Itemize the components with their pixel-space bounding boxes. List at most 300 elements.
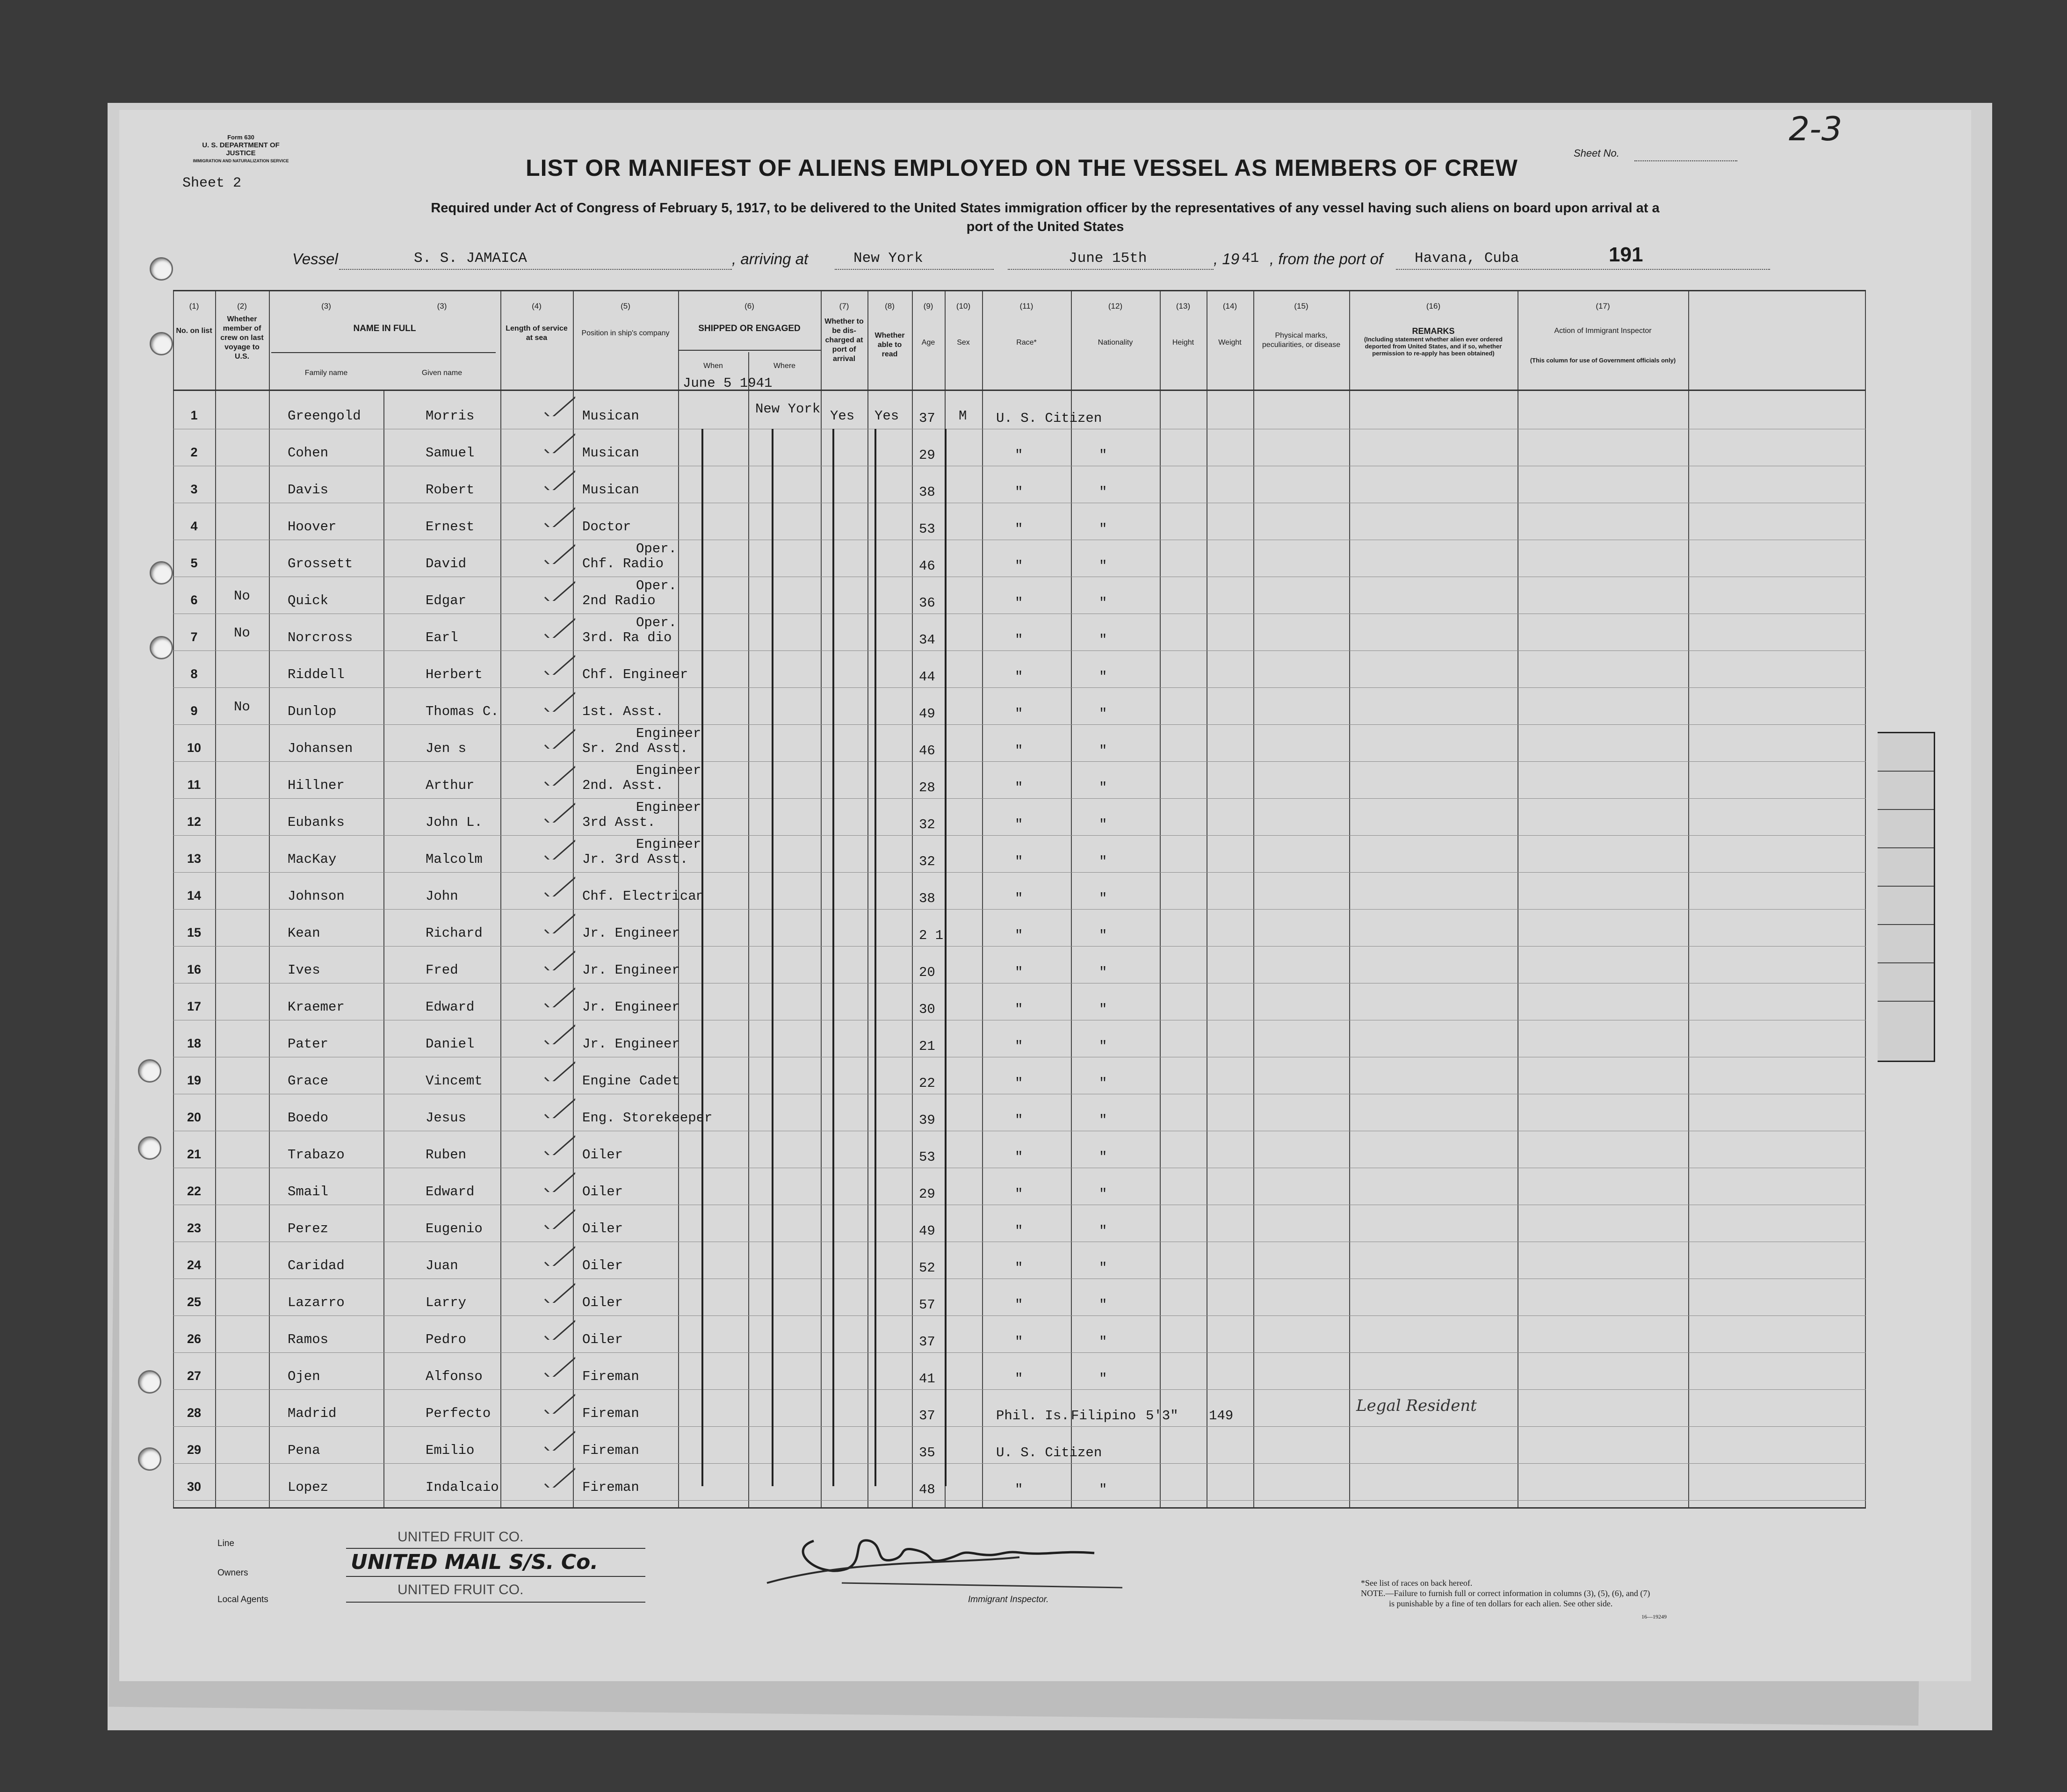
agents-rule — [346, 1602, 645, 1603]
col-border — [1349, 291, 1350, 1507]
service-name: IMMIGRATION AND NATURALIZATION SERVICE — [193, 159, 289, 163]
race: " — [1015, 484, 1023, 500]
row-divider — [173, 835, 1866, 836]
check-mark — [542, 1243, 575, 1266]
check-mark — [542, 1390, 575, 1414]
race: " — [1015, 558, 1023, 574]
nationality: " — [1099, 558, 1107, 574]
col-number: (9) — [923, 302, 933, 311]
given-name: Ernest — [426, 519, 475, 535]
side-tab-cell — [1878, 810, 1934, 848]
age: 32 — [919, 854, 935, 869]
race: " — [1015, 521, 1023, 537]
age: 29 — [919, 1186, 935, 1202]
col-header-weight: Weight — [1218, 339, 1242, 347]
col-border — [383, 390, 384, 1507]
check-mark — [542, 541, 575, 564]
family-name: Caridad — [288, 1258, 345, 1273]
family-name: Boedo — [288, 1110, 329, 1126]
col-header-when: When — [703, 362, 723, 370]
given-name: John L. — [426, 815, 483, 830]
row-number: 24 — [187, 1258, 202, 1272]
given-name: Vincemt — [426, 1073, 483, 1089]
col-number: (12) — [1108, 302, 1123, 311]
given-name: Edward — [426, 1184, 475, 1199]
position: Jr. Engineer — [582, 1036, 680, 1052]
check-mark — [542, 1427, 575, 1451]
row-number: 3 — [190, 482, 198, 496]
position: Jr. Engineer — [582, 962, 680, 978]
check-mark — [542, 762, 575, 786]
family-name: Pater — [288, 1036, 329, 1052]
row-number: 15 — [187, 925, 202, 939]
nationality: " — [1099, 1113, 1107, 1128]
race: U. S. Citizen — [996, 1445, 1102, 1460]
col-number: (15) — [1294, 302, 1308, 311]
given-name: John — [426, 889, 458, 904]
check-mark — [542, 651, 575, 675]
col-number: (14) — [1222, 302, 1237, 311]
check-mark — [542, 725, 575, 749]
family-name: Dunlop — [288, 704, 337, 719]
nationality: " — [1099, 632, 1107, 648]
position: Eng. Storekeeper — [582, 1110, 713, 1126]
row-divider — [173, 946, 1866, 947]
nationality: " — [1099, 1002, 1107, 1017]
inspector-label: Immigrant Inspector. — [968, 1595, 1049, 1604]
age: 38 — [919, 484, 935, 500]
family-name: Kraemer — [288, 999, 345, 1015]
arriving-underline — [835, 269, 994, 270]
position: Jr. Engineer — [582, 925, 680, 941]
row-number: 26 — [187, 1332, 202, 1346]
col-header-action: Action of Immigrant Inspector — [1554, 327, 1652, 335]
col-number: (2) — [237, 302, 247, 311]
col-number: (11) — [1019, 302, 1034, 311]
age: 37 — [919, 1334, 935, 1350]
arriving-label: , arriving at — [732, 250, 809, 267]
age: 36 — [919, 595, 935, 611]
footer — [173, 1513, 1866, 1653]
stamp-number: 191 — [1609, 243, 1643, 266]
age: 34 — [919, 632, 935, 648]
position: Fireman — [582, 1443, 639, 1458]
remarks-note: Legal Resident — [1356, 1396, 1477, 1415]
form-number: Form 630 — [227, 134, 254, 141]
position: 3rd Asst. — [582, 815, 656, 830]
from-port: Havana, Cuba — [1415, 250, 1519, 267]
shipped-when: June 5 1941 — [683, 376, 773, 391]
vessel-name: S. S. JAMAICA — [414, 250, 527, 267]
col-border — [1160, 291, 1161, 1507]
check-mark — [542, 1316, 575, 1340]
crew-last-voyage: No — [234, 625, 250, 641]
year-prefix: , 19 — [1214, 250, 1240, 267]
col-header-nationality: Nationality — [1098, 339, 1133, 347]
department-name: U. S. DEPARTMENT OF JUSTICE — [202, 141, 280, 157]
position-continued: Engineer — [636, 837, 701, 852]
position: Fireman — [582, 1406, 639, 1421]
race: " — [1015, 448, 1023, 463]
position: Musican — [582, 408, 639, 424]
family-name: Pena — [288, 1443, 320, 1458]
shipped-header-rule — [678, 350, 821, 351]
manifest-page — [119, 110, 1971, 1681]
header-bottom-rule — [173, 390, 1866, 391]
check-mark — [542, 1095, 575, 1118]
age: 28 — [919, 780, 935, 795]
col-header-no: No. on list — [176, 327, 212, 335]
nationality: Filipino — [1071, 1408, 1136, 1423]
age: 57 — [919, 1297, 935, 1313]
check-mark — [542, 1464, 575, 1488]
binder-hole — [138, 1059, 161, 1083]
nationality: " — [1099, 780, 1107, 795]
ditto-stroke — [772, 429, 773, 1486]
row-number: 27 — [187, 1369, 202, 1383]
race: U. S. Citizen — [996, 411, 1102, 426]
row-number: 4 — [190, 519, 198, 533]
height: 5'3" — [1146, 1408, 1178, 1423]
owners-label: Owners — [217, 1568, 248, 1578]
col-header-marks: Physical marks, peculiarities, or disease — [1262, 332, 1341, 349]
nationality: " — [1099, 521, 1107, 537]
family-name: Eubanks — [288, 815, 345, 830]
check-mark — [542, 910, 575, 933]
subtitle-line-2: port of the United States — [966, 219, 1124, 234]
row-number: 20 — [187, 1110, 202, 1124]
penalty-note: NOTE.—Failure to furnish full or correct information in columns (3), (5), (6), and (7) — [1361, 1589, 1650, 1598]
date-underline — [1008, 269, 1214, 270]
crew-last-voyage: No — [234, 588, 250, 604]
family-name: Greengold — [288, 408, 361, 424]
family-name: Trabazo — [288, 1147, 345, 1163]
row-number: 16 — [187, 962, 202, 976]
nationality: " — [1099, 928, 1107, 943]
col-border — [269, 291, 270, 1507]
side-tab-cell — [1878, 733, 1934, 772]
col-border — [982, 291, 983, 1507]
check-mark — [542, 984, 575, 1007]
col-border — [1865, 291, 1866, 1507]
check-mark — [542, 1132, 575, 1155]
given-name: David — [426, 556, 467, 571]
check-mark — [542, 873, 575, 896]
binder-hole — [138, 1136, 161, 1160]
inspector-signature — [758, 1513, 1155, 1602]
col-number: (4) — [532, 302, 542, 311]
race: " — [1015, 1371, 1023, 1387]
row-number: 17 — [187, 999, 202, 1013]
check-mark — [542, 1353, 575, 1377]
family-name: Ives — [288, 962, 320, 978]
race: " — [1015, 706, 1023, 722]
position: Chf. Radio — [582, 556, 664, 571]
row-number: 29 — [187, 1443, 202, 1457]
nationality: " — [1099, 1149, 1107, 1165]
check-mark — [542, 947, 575, 970]
arriving-port: New York — [853, 250, 923, 267]
race: " — [1015, 1039, 1023, 1054]
race: " — [1015, 1297, 1023, 1313]
ditto-stroke — [874, 429, 876, 1486]
nationality: " — [1099, 1371, 1107, 1387]
vessel-line — [292, 250, 1789, 274]
col-header-crew: Whether member of crew on last voyage to U.S. — [220, 315, 264, 361]
col-border — [1688, 291, 1689, 1507]
row-number: 21 — [187, 1147, 202, 1161]
nationality: " — [1099, 669, 1107, 685]
row-number: 28 — [187, 1406, 202, 1420]
position: Oiler — [582, 1221, 623, 1236]
age: 52 — [919, 1260, 935, 1276]
race: " — [1015, 632, 1023, 648]
age: 30 — [919, 1002, 935, 1017]
corner-handwritten-note: 2-3 — [1789, 110, 1843, 148]
col-number: (13) — [1176, 302, 1191, 311]
row-number: 9 — [190, 704, 198, 718]
given-name: Pedro — [426, 1332, 467, 1347]
position: 2nd Radio — [582, 593, 656, 608]
age: 29 — [919, 448, 935, 463]
row-divider — [173, 1463, 1866, 1464]
side-tab-cell — [1878, 963, 1934, 1002]
nationality: " — [1099, 1039, 1107, 1054]
family-name: Lopez — [288, 1480, 329, 1495]
col-border — [215, 291, 216, 1507]
line-label: Line — [217, 1539, 234, 1548]
position-continued: Engineer — [636, 763, 701, 778]
race: " — [1015, 1223, 1023, 1239]
nationality: " — [1099, 484, 1107, 500]
race: " — [1015, 669, 1023, 685]
col-header-height: Height — [1172, 339, 1194, 347]
row-number: 13 — [187, 852, 202, 866]
given-name: Arthur — [426, 778, 475, 793]
position: Engine Cadet — [582, 1073, 680, 1089]
from-port-label: , from the port of — [1270, 250, 1383, 267]
ditto-stroke — [832, 429, 834, 1486]
ditto-stroke — [945, 429, 947, 1486]
given-name: Emilio — [426, 1443, 475, 1458]
position: Jr. 3rd Asst. — [582, 852, 688, 867]
arrival-date: June 15th — [1069, 250, 1147, 267]
col-number: (16) — [1426, 302, 1441, 311]
side-tab — [1878, 732, 1935, 1062]
nationality: " — [1099, 1260, 1107, 1276]
binder-hole — [150, 332, 173, 355]
age: 21 — [919, 1039, 935, 1054]
age: 35 — [919, 1445, 935, 1460]
col-header-sex: Sex — [957, 339, 970, 347]
col-number: (7) — [839, 302, 849, 311]
given-name: Robert — [426, 482, 475, 498]
age: 20 — [919, 965, 935, 980]
col-header-given: Given name — [421, 369, 463, 377]
discharged: Yes — [830, 408, 855, 424]
subtitle — [297, 199, 1793, 236]
position: Musican — [582, 482, 639, 498]
given-name: Indalcaio — [426, 1480, 499, 1495]
nationality: " — [1099, 595, 1107, 611]
check-mark — [542, 1169, 575, 1192]
side-tab-cell — [1878, 887, 1934, 925]
penalty-note-2: is punishable by a fine of ten dollars for each alien. See other side. — [1389, 1599, 1613, 1608]
check-mark — [542, 578, 575, 601]
subtitle-line-1: Required under Act of Congress of February 5, 1917, to be delivered to the United States immigration officer by the representatives of any vessel having such aliens on board upon arrival at a — [431, 201, 1660, 216]
nationality: " — [1099, 891, 1107, 906]
sex: M — [959, 408, 967, 424]
col-header-position: Position in ship's company — [581, 329, 670, 337]
check-mark — [542, 836, 575, 860]
given-name: Jesus — [426, 1110, 467, 1126]
given-name: Larry — [426, 1295, 467, 1310]
position: Musican — [582, 445, 639, 461]
position: Oiler — [582, 1295, 623, 1310]
position: 3rd. Ra dio — [582, 630, 672, 645]
given-name: Edward — [426, 999, 475, 1015]
col-header-remarks: REMARKS — [1412, 326, 1455, 336]
nationality: " — [1099, 1297, 1107, 1313]
race: " — [1015, 780, 1023, 795]
given-name: Juan — [426, 1258, 458, 1273]
binder-hole — [150, 257, 173, 281]
family-name: Grossett — [288, 556, 353, 571]
age: 2 1 — [919, 928, 944, 943]
given-name: Herbert — [426, 667, 483, 682]
name-header-rule — [271, 352, 496, 353]
age: 49 — [919, 1223, 935, 1239]
given-name: Alfonso — [426, 1369, 483, 1384]
race: " — [1015, 1076, 1023, 1091]
owners-value: UNITED MAIL S/S. Co. — [351, 1550, 599, 1574]
given-name: Daniel — [426, 1036, 475, 1052]
col-number: (10) — [956, 302, 971, 311]
binder-hole — [138, 1370, 161, 1394]
race: " — [1015, 1260, 1023, 1276]
row-divider — [173, 650, 1866, 651]
family-name: Quick — [288, 593, 329, 608]
row-number: 1 — [190, 408, 198, 422]
family-name: Norcross — [288, 630, 353, 645]
family-name: Hoover — [288, 519, 337, 535]
family-name: Johansen — [288, 741, 353, 756]
given-name: Earl — [426, 630, 458, 645]
check-mark — [542, 1206, 575, 1229]
row-divider — [173, 872, 1866, 873]
position-continued: Engineer — [636, 800, 701, 815]
position: Doctor — [582, 519, 631, 535]
nationality: " — [1099, 817, 1107, 832]
given-name: Eugenio — [426, 1221, 483, 1236]
vessel-label: Vessel — [292, 250, 338, 267]
family-name: Lazarro — [288, 1295, 345, 1310]
nationality: " — [1099, 965, 1107, 980]
check-mark — [542, 504, 575, 527]
col-border — [1253, 291, 1254, 1507]
col-number: (6) — [744, 302, 754, 311]
row-number: 23 — [187, 1221, 202, 1235]
age: 41 — [919, 1371, 935, 1387]
given-name: Ruben — [426, 1147, 467, 1163]
race: " — [1015, 928, 1023, 943]
row-divider — [173, 687, 1866, 688]
col-header-where: Where — [773, 362, 796, 370]
family-name: Kean — [288, 925, 320, 941]
race: " — [1015, 817, 1023, 832]
position-continued: Oper. — [636, 615, 677, 630]
crew-table — [173, 290, 1866, 1509]
race: " — [1015, 743, 1023, 759]
check-mark — [542, 799, 575, 823]
nationality: " — [1099, 1334, 1107, 1350]
race: " — [1015, 891, 1023, 906]
col-number: (3) — [321, 302, 331, 311]
family-name: Cohen — [288, 445, 329, 461]
line-value: UNITED FRUIT CO. — [398, 1529, 524, 1545]
check-mark — [542, 1279, 575, 1303]
col-border — [500, 291, 501, 1507]
check-mark — [542, 688, 575, 712]
race: " — [1015, 854, 1023, 869]
nationality: " — [1099, 706, 1107, 722]
col-border — [912, 291, 913, 1507]
race: " — [1015, 965, 1023, 980]
age: 46 — [919, 558, 935, 574]
row-number: 12 — [187, 815, 202, 829]
nationality: " — [1099, 1186, 1107, 1202]
age: 37 — [919, 1408, 935, 1423]
family-name: Ojen — [288, 1369, 320, 1384]
col-number: (5) — [621, 302, 630, 311]
row-divider — [173, 1389, 1866, 1390]
binder-hole — [138, 1447, 161, 1471]
col-header-action-note: (This column for use of Government officials only) — [1530, 357, 1676, 364]
position: Jr. Engineer — [582, 999, 680, 1015]
row-number: 11 — [187, 778, 201, 792]
age: 22 — [919, 1076, 935, 1091]
col-header-shipped: SHIPPED OR ENGAGED — [698, 324, 801, 333]
col-border — [867, 291, 868, 1507]
family-name: Johnson — [288, 889, 345, 904]
race: " — [1015, 595, 1023, 611]
nationality: " — [1099, 1482, 1107, 1497]
position: Oiler — [582, 1258, 623, 1273]
nationality: " — [1099, 854, 1107, 869]
row-divider — [173, 909, 1866, 910]
check-mark — [542, 1021, 575, 1044]
age: 38 — [919, 891, 935, 906]
crew-last-voyage: No — [234, 699, 250, 715]
age: 46 — [919, 743, 935, 759]
col-header-discharged: Whether to be dis-charged at port of arrival — [824, 318, 864, 363]
able-to-read: Yes — [874, 408, 899, 424]
age: 53 — [919, 521, 935, 537]
given-name: Jen s — [426, 741, 467, 756]
position: Fireman — [582, 1480, 639, 1495]
binder-hole — [150, 561, 173, 585]
given-name: Morris — [426, 408, 475, 424]
races-note: *See list of races on back hereof. — [1361, 1578, 1473, 1588]
family-name: MacKay — [288, 852, 337, 867]
col-header-age: Age — [921, 339, 935, 347]
line-rule — [346, 1548, 645, 1549]
row-number: 14 — [187, 889, 202, 903]
age: 48 — [919, 1482, 935, 1497]
given-name: Perfecto — [426, 1406, 491, 1421]
check-mark — [542, 1058, 575, 1081]
col-header-name: NAME IN FULL — [353, 324, 416, 333]
